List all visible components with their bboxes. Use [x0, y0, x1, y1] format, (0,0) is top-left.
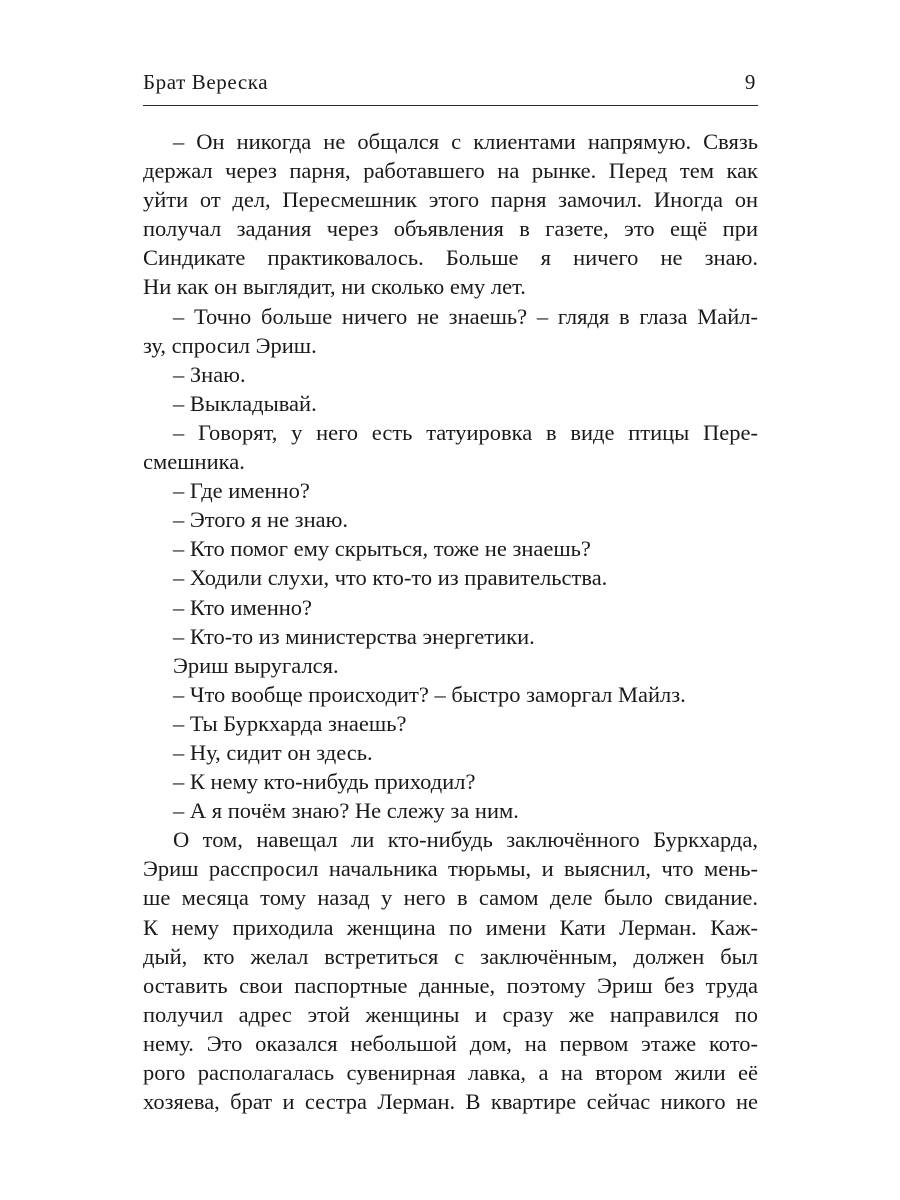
text-line: – Кто именно? — [173, 594, 313, 620]
text-line: – Знаю. — [173, 361, 246, 387]
text-line: смешника. — [143, 449, 245, 475]
text-line: нему. Это оказался небольшой дом, на первом этаже кото- — [143, 1030, 758, 1056]
text-line: рого располагалась сувенирная лавка, а на втором жили её — [143, 1060, 758, 1085]
text-line: – Кто помог ему скрыться, тоже не знаешь? — [173, 536, 591, 562]
text-line: – Он никогда не общался с клиентами напрямую. Связь — [173, 129, 758, 154]
book-title: Брат Вереска — [143, 70, 269, 94]
text-line: – Ну, сидит он здесь. — [173, 739, 373, 765]
text-line: – Точно больше ничего не знаешь? – глядя в глаза Майл- — [173, 303, 758, 329]
header-rule — [143, 105, 758, 106]
text-line: – Что вообще происходит? – быстро заморгал Майлз. — [173, 681, 686, 707]
page-number: 9 — [744, 70, 756, 94]
text-line: – Ходили слухи, что кто-то из правительства. — [173, 565, 608, 591]
text-line: К нему приходила женщина по имени Кати Лерман. Каж- — [143, 914, 758, 940]
running-head — [143, 66, 758, 98]
text-line: дый, кто желал встретиться с заключённым, должен был — [143, 943, 758, 969]
text-line: – Выкладывай. — [173, 390, 317, 416]
text-line: – Кто-то из министерства энергетики. — [173, 623, 535, 649]
text-line: получал задания через объявления в газете, это ещё при — [143, 216, 758, 242]
text-line: зу, спросил Эриш. — [143, 332, 317, 358]
text-line: О том, навещал ли кто-нибудь заключённого Буркхарда, — [173, 827, 758, 853]
text-line: Ни как он выглядит, ни сколько ему лет. — [143, 274, 526, 300]
body-text — [143, 127, 758, 1116]
text-line: Синдикате практиковалось. Больше я ничего не знаю. — [143, 245, 758, 271]
text-line: – Ты Буркхарда знаешь? — [173, 710, 407, 736]
text-line: уйти от дел, Пересмешник этого парня замочил. Иногда он — [143, 187, 758, 213]
text-line: – Говорят, у него есть татуировка в виде птицы Пере- — [173, 419, 758, 445]
text-line: – К нему кто-нибудь приходил? — [173, 769, 476, 795]
text-line: Эриш расспросил начальника тюрьмы, и выяснил, что мень- — [143, 856, 758, 882]
text-line: оставить свои паспортные данные, поэтому Эриш без труда — [143, 972, 758, 998]
text-line: – А я почём знаю? Не слежу за ним. — [173, 798, 519, 824]
text-line: получил адрес этой женщины и сразу же направился по — [143, 1001, 758, 1027]
text-line: – Где именно? — [173, 478, 310, 504]
text-line: – Этого я не знаю. — [173, 507, 349, 533]
text-line: ше месяца тому назад у него в самом деле было свидание. — [143, 885, 758, 911]
text-line: хозяева, брат и сестра Лерман. В квартире сейчас никого не — [143, 1089, 758, 1115]
text-line: держал через парня, работавшего на рынке. Перед тем как — [143, 158, 758, 184]
text-line: Эриш выругался. — [173, 652, 339, 678]
